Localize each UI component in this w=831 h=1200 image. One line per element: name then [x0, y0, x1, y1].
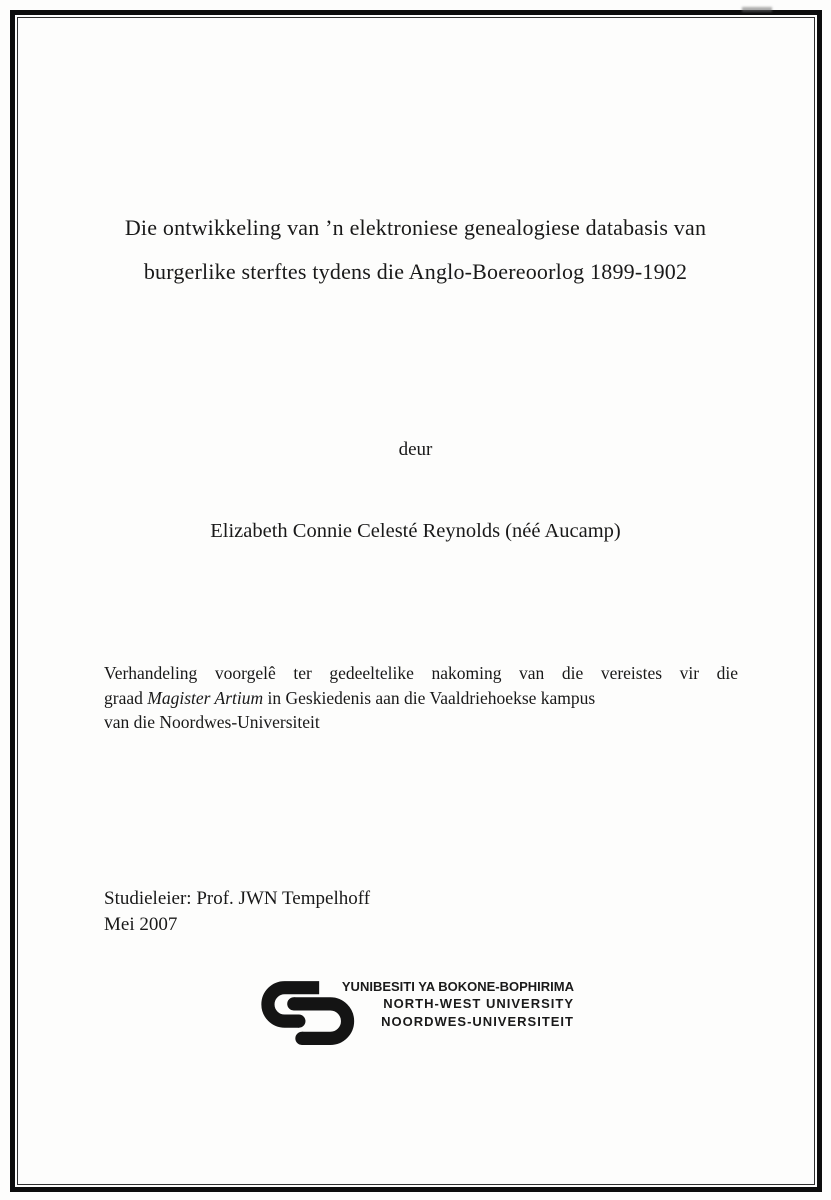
scan-artifact	[742, 7, 772, 12]
statement-line-2	[104, 686, 738, 711]
supervisor-block	[104, 886, 370, 937]
title-line-1: Die ontwikkeling van ’n elektroniese genealogiese databasis van	[124, 215, 707, 240]
byline-label: deur	[398, 439, 433, 460]
university-name-setswana: YUNIBESITI YA BOKONE-BOPHIRIMA	[341, 979, 574, 994]
author-name: Elizabeth Connie Celesté Reynolds (néé Aucamp)	[210, 520, 621, 542]
date-line: Mei 2007	[104, 913, 178, 935]
university-name-afrikaans: NOORDWES-UNIVERSITEIT	[381, 1013, 574, 1029]
university-name-english: NORTH-WEST UNIVERSITY	[383, 996, 574, 1012]
submission-statement	[104, 661, 738, 735]
statement-line-3: van die Noordwes-Universiteit	[104, 712, 320, 733]
supervisor-line: Studieleier: Prof. JWN Tempelhoff	[104, 888, 371, 909]
page-title	[48, 206, 783, 294]
university-name-block	[342, 978, 574, 1030]
statement-line-2-after: in Geskiedenis aan die Vaaldriehoekse kampus	[263, 687, 596, 708]
statement-line-1: Verhandeling voorgelê ter gedeeltelike nakoming van die vereistes vir die	[104, 663, 738, 683]
degree-name: Magister Artium	[147, 687, 264, 708]
statement-line-2-before: graad	[104, 687, 148, 708]
title-line-2: burgerlike sterftes tydens die Anglo-Boereoorlog 1899-1902	[143, 259, 688, 284]
